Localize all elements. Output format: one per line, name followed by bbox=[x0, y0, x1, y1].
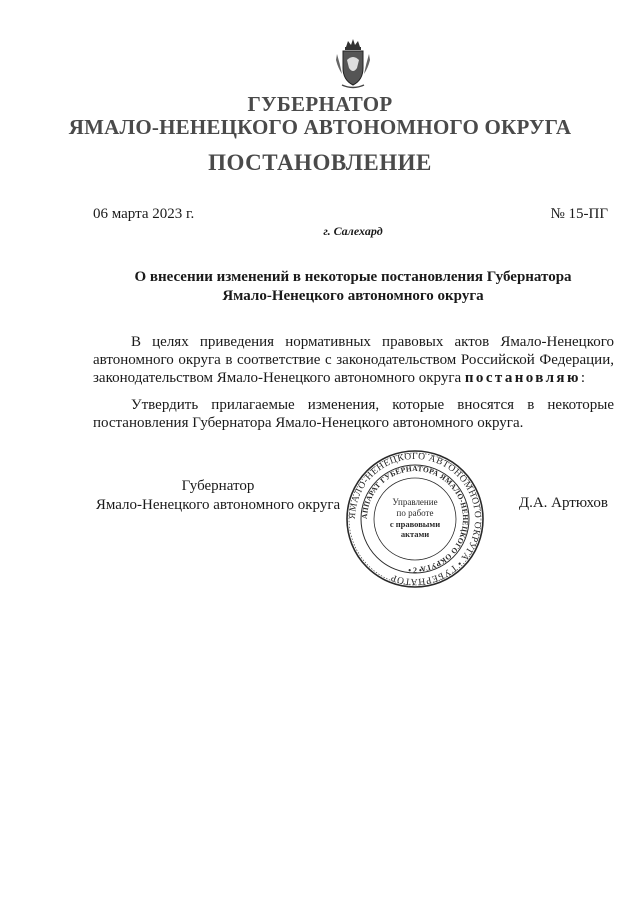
document-type: ПОСТАНОВЛЕНИЕ bbox=[208, 150, 432, 175]
document-title-line2: Ямало-Ненецкого автономного округа bbox=[222, 288, 484, 304]
seal-number: • 2 • bbox=[408, 566, 422, 575]
seal-center-line3: с правовыми bbox=[389, 519, 441, 529]
paragraph-1-text: В целях приведения нормативных правовых актов Ямало-Ненецкого автономного округа в соответствие с законодательством Российской Федерации, законодательством Ямало-Ненецкого автономного округа bbox=[93, 334, 614, 386]
document-number: № 15-ПГ bbox=[550, 206, 608, 222]
document-date: 06 марта 2023 г. bbox=[93, 206, 195, 222]
body-paragraph-2: Утвердить прилагаемые изменения, которые вносятся в некоторые постановления Губернатора Ямало-Ненецкого автономного округа. bbox=[93, 397, 614, 431]
seal-inner-text: АППАРАТ ГУБЕРНАТОРА ЯМАЛО-НЕНЕЦКОГО ОКРУГА bbox=[359, 463, 471, 574]
body-paragraph-1 bbox=[93, 333, 614, 387]
signatory-title-line1: Губернатор bbox=[181, 478, 255, 494]
seal-center-line4: актами bbox=[400, 529, 430, 539]
document-title bbox=[93, 268, 613, 306]
document-city: г. Салехард bbox=[323, 224, 383, 238]
coat-of-arms-icon bbox=[334, 38, 372, 90]
seal-outer-text: ЯМАЛО-НЕНЕЦКОГО АВТОНОМНОГО ОКРУГА • ГУБЕРНАТОР bbox=[347, 451, 483, 587]
signatory-title bbox=[93, 477, 343, 515]
signatory-name: Д.А. Артюхов bbox=[518, 495, 608, 511]
seal-center-line1: Управление bbox=[392, 497, 438, 507]
region-header: ЯМАЛО-НЕНЕЦКОГО АВТОНОМНОГО ОКРУГА bbox=[68, 115, 572, 139]
governor-header: ГУБЕРНАТОР bbox=[247, 92, 393, 116]
paragraph-1-end: : bbox=[580, 370, 585, 386]
official-seal bbox=[345, 449, 485, 589]
seal-center-line2: по работе bbox=[396, 508, 434, 518]
document-title-line1: О внесении изменений в некоторые постановления Губернатора bbox=[134, 269, 572, 285]
decree-keyword: постановляю bbox=[464, 370, 581, 386]
signatory-title-line2: Ямало-Ненецкого автономного округа bbox=[95, 497, 341, 513]
